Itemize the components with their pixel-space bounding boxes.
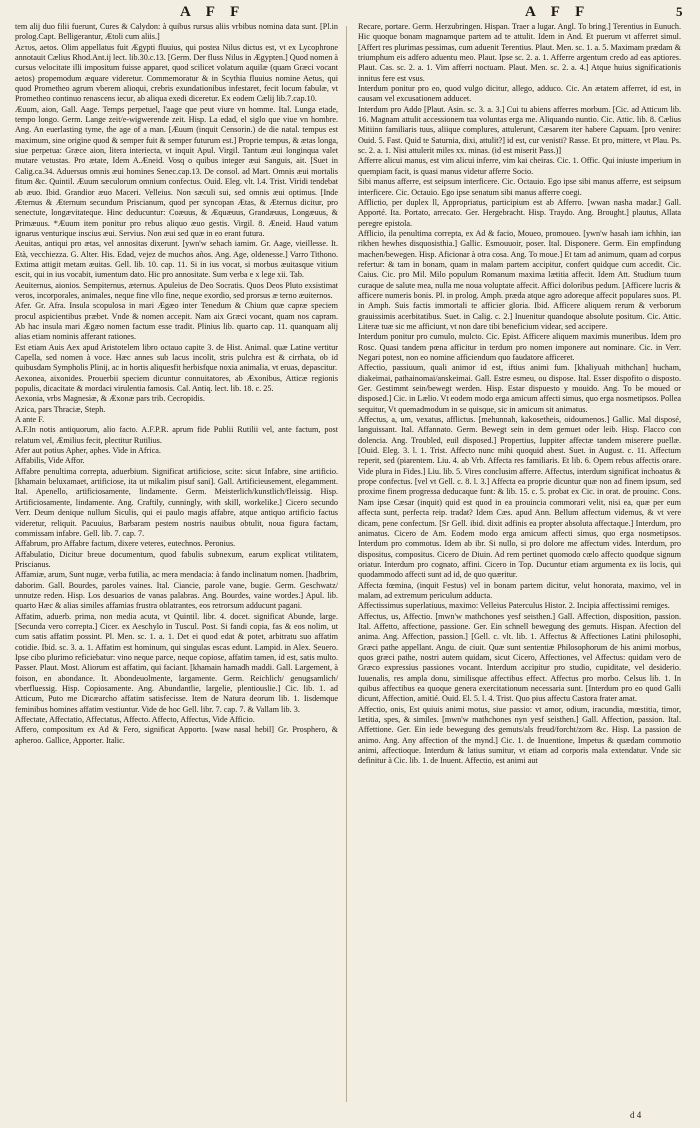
entry-paragraph: Afflicio, ila penultima correpta, ex Ad & facio, Moueo, promoueo. [ywn'w hasah iam ichhin, ian rikhen hewhes disquosisthia.] Gallic. Esmouuoir, poser. Ital. Disponere. Germ. Ein empfindung machen/bewegen. Hisp. Aficionar à otra cosa. Ang. To moue.] Et tam ad animum, quam ad corpus refertur: & tam in bonam, quam in malam partem accipitur, confert quidque cum accedit. Cic. Caius. Cic. pro Mil. Milo populum Romanum maxima lætitia affecit. Idem Att. Studium tuum curaque de salute mea, nulla me noua voluptate affecit. Affici doloribus pedum. [Afficere lucris & afficere numeris bonis. Pl. in prolog. Amph. præda atque agro adoreque affecit populares suos. Pl. in Amph. Suis factis immortali te afficier gloria. Ibid. Afficere aliquem rerum & verborum grauissimis acerbitatibus. Suet. in Calig. c. 2.] Inuenitur quandoque absolute positum. Cic. Attic. Literæ tuæ sic me afficiunt, vt non dare tibi beneficium videar, sed accipere. — [358, 228, 681, 331]
right-column — [358, 22, 681, 1104]
entry-paragraph: Affectio, onis, Est quiuis animi motus, siue passio: vt amor, odium, iracundia, mœstitia, timor, lætitia, spes, & similes. [mwn'w mathchones nyn yesf seisthen.] Gall. Affection, passion. Ital. Affettione. Ger. Ein iede bewegung des gemuts/als freud/forcht/zorn &c. Hisp. La passion de animo. Ang. Any affection of the mynd.] Cic. 1. de Inuentione, Impetus & quædam commotio animi, affectioque. Interdum & latius sumitur, vt etiam ad corporis mala extendatur. Vnde sic definitur à Cic. lib. 1. de Inuent. Affectio, est animi aut — [358, 704, 681, 766]
entry-paragraph: Afflictio, per duplex ll, Appropriatus, participium est ab Afferro. [wwan nasha madar.] Gall. Apporté. Ita. Portato, arrecato. Ger. Hergebracht. Hisp. Traydo. Ang. Brought.] plautus, Allata peregre epistola. — [358, 197, 681, 228]
running-header — [0, 4, 700, 24]
entry-paragraph: Affero, compositum ex Ad & Fero, significat Apporto. [waw nasal hebil] Gr. Prosphero, & apheroo. Gallice, Apporter. Italic. — [15, 725, 338, 745]
entry-paragraph: Affamiæ, arum, Sunt nugæ, verba futilia, ac mera mendacia: à fando inclinatum nomen. [hadbrim, daborim. Gall. Bourdes, paroles vaines. Ital. Ciancie, parole vane, bugie. Germ. Geschwatz/ unnutze reden. Hisp. Los desuarios de vanas palabras. Ang. Bourdes, vaine wordes.] Apul. lib. quarto Hæc & alias similes affamias frustra oblatrantes, eos retrorsum adducunt pagani. — [15, 570, 338, 611]
entry-paragraph: Interdum pro Addo [Plaut. Asin. sc. 3. a. 3.] Cui tu abiens afferres morbum. [Cic. ad Atticum lib. 16. Magnam attulit accessionem tua voluntas erga me. Aliquando nuntio. Cic. Attic. lib. 8. Cælius Mitiinn familiaris tuus, aliique complures, attulerunt, Cæsarem iter habere Capuam. [pro venire: Ouid. 5. Fast. Quid te Saturnia, dixi, attulit?] id est, cur venisti? Rasse. Et pro, mittere, vt Plau. Ps. sc. 2. a. 1. Nisi attulerit miles xx. minas. (id est miserit Pass.)] — [358, 104, 681, 156]
entry-paragraph: Affabre penultima correpta, aduerbium. Significat artificiose, scite: sicut Infabre, sine artificio. [khamain beluxamaet, artificiose, ita ut mikalim pisuf sani]. Gall. Artificieusement, elegamment. Ital. Apenello, artificiosamente, lindamente. Germ. Meisterlich/kunstlich/fleissig. Hisp. Artificiosamente, lindamente. Ang. Craftily, cunningly, with skill, workelike.] Cicero secundo Verr. Deum denique nullum Siculis, qui ei paulo magis affabre, atque antiquo artificio factus videretur, reliquit. Pacuuius, Barbaram pestem nostris nauibus obtulit, noua figura factam, commissam infabre. Gell. lib. 7. cap. 7. — [15, 466, 338, 538]
entry-paragraph: Affabulatio, Dicitur breue documentum, quod fabulis subnexum, earum explicat vtilitatem, Priscianus. — [15, 549, 338, 569]
entry-paragraph: Affabilis, Vide Affor. — [15, 456, 85, 466]
page-number: 5 — [676, 4, 683, 19]
entry-paragraph: A ante F. — [15, 415, 45, 425]
entry-paragraph: Sibi manus afferre, est seipsum interficere. Cic. Octauio. Ego ipse sibi manus afferre, est seipsum interficere. Cic. Octauio. Ego ipse senatum sibi manus afferre coegi. — [358, 177, 681, 197]
entry-paragraph: A.F.In notis antiquorum, alio facto. A.F.P.R. aprum fide Publii Rutilii vel, ante factum, post relatum vel, Æmilius fecit, plectitur Rutilius. — [15, 425, 338, 445]
entry-paragraph: Affectio, passiuum, quali animor id est, iftius animi fum. [khaliyuah mithchan] hucham, diakeimai, pathainomai/anskeimai. Gall. Estre esmeu, ou dispose. Ital. Esser dispofito o disposto. Ger. Gestimmt sein/bewegt werden. Hisp. Estar dispuesto y mouido. Ang. To be moued or disposed.] Cic. in Lælio. Vt eodem modo erga amicum affecti simus, quo erga nosmetipsos. Pollea sequitur, Vt quemadmodum in se quisque, sic in amicum sit animatus. — [358, 363, 681, 414]
entry-paragraph: Recare, portare. Germ. Herzubringen. Hispan. Traer a lugar. Angl. To bring.] Terentius in Eunuch. Hic quoque bonam magnamque partem ad te attulit. Idem in And. Et puerum vt afferret simul. [Affert res plurimas pessimas, cum aduenit Terentius. Plaut. Men. sc. 1. a. 5. Maximam prædam & triumphum eis adfero aduentu meo. Plaut. Ipse sc. 2. a. 1. Afferre argentum credo ad eas aptiores. Plaut. Cas. sc. 2. a. 1. Vim afferri noctuam. Plaut. Men. sc. 2. a. 4.] Atque huius significationis innitus fere est vsus. — [358, 22, 681, 83]
entry-paragraph: Afferre alicui manus, est vim alicui inferre, vim kai cheiras. Cic. 1. Offic. Qui iniuste imperium in quempiam facit, is quasi manus videtur afferre Socio. — [358, 156, 681, 176]
entry-paragraph: Affecta fœmina, (inquit Festus) vel in bonam partem dicitur, velut honorata, maximo, vel in malam, ad extremum periculum adducta. — [358, 580, 681, 600]
entry-paragraph: Aexonea, aixonides. Prouerbii speciem dicuntur connuitatores, ab Æxonibus, Atticæ regionis populis, dicacitate & mordaci virulentia famosis. Cal. Antiq. lect. lib. 18. c. 25. — [15, 373, 338, 394]
entry-paragraph: Azica, pars Thraciæ, Steph. — [15, 404, 106, 414]
entry-paragraph: Æuum, aion, Gall. Aage. Temps perpetuel, l'aage que peut viure vn homme. Ital. Lunga etade, tempo longo. Germ. Lange zeit/e-wigwerende zeit. Hisp. La edad, el siglo que viue vn hombre. Ang. An euerlasting tyme, the age of a man. [Æuum (inquit Censorin.) de die natal. tempus est maximum, sine origine quod & semper fuit & semper futurum est.] Proprie tempus, & ætas longa, siue perpetua: Græce aion, litera interiecta, vt inquit Apul. Virgil. Tantum æui longinqua valet mutare vetustas. Pro ætate, Idem A.Æneid. Vosq o quibus integer æui Sanguis, ait. [Suet in Calig.ca.34. Aduersus omnis æui homines Senec.cap.13. De consol. ad Mart. Omnis æui mortalis fitum &c. Quintil. Æuum sæculorum omnium confectus. Ouid. Eleg. vlt. l.4. Trist. Viridi tendebat ab æuo. Ibid. Grandior æuo Maceri. Velleius. Non sæculi sui, sed omnis æui optimus. [Inde Æternus & Æternum secundum Priscianum, quod per syncopan Ætas, & Æternus dicitur, pro senectute, longævitateque. Hinc deducuntur: Coæuus, & Æquæuus, Grandæuus, Longæuus, & Primæuus. *Æuum item ponitur pro rebus aliquo æuo gestis. Virgil. 8. Æneid. Haud vatum ignarus venturique inscius æui. Servius. Non æui sed quæ in eo erant futura. — [15, 104, 338, 238]
entry-paragraph: Interdum ponitur pro cumulo, mulcto. Cic. Epist. Afficere aliquem maximis muneribus. Idem pro Rosc. Quasi tandem pœna afficitur in terdum pro nomen imponere aut nominare. Cic. in Verr. Negari potest, non eo nomine afficiendum quo faudatore afficeret. — [358, 332, 681, 362]
entry-paragraph: Afer aut potius Apher, aphes. Vide in Africa. — [15, 446, 161, 456]
entry-paragraph: Affabrum, pro Affabre factum, dixere veteres, eutechnos. Peronius. — [15, 539, 236, 549]
entry-paragraph: Aeuitas, antiqui pro ætas, vel annositas dixerunt. [ywn'w sehach iamim. Gr. Aage, vieillesse. It. Età, vecchiezza. G. Alter. His. Edad, vejez de muchos años. Ang. Age, oldenesse.] Varro Tithono. Extima attigit metam æuitas. Gell. lib. 10. cap. 11. Si in ius vocat, si morbus æuitasque vitium escit, qui in ius vocabit, iumentum dato. Hic pro annositate. Sum verba e x lege xii. Tab. — [15, 239, 338, 280]
header-right: A F F — [525, 4, 591, 20]
entry-paragraph: Affectus, a, um, vexatus, afflictus. [mehunnah, kakosetheis, oidoumenos.] Gallic. Mal disposé, languissant. Ital. Affannato. Germ. Bewegt sein in dem gemuet oder leib. Hisp. Flacco con dolencia. Ang. Troubled, euil disposed.] Propertius, Iuppiter affectæ tandem miserere puellæ. [Ouid. Eleg. 3. l. 1. Trist. Affecto nunc mihi quoquid abest. Suet. in August. c. 11. Affectum reperit, sed (piarentem. Liu. 4. ab Vrb. Affecta res familiaris. Et lib. 6. Opem rebus affectis orare. Vide plura in Fides.] Liu. lib. 5. Vires conclusim afferre. Affectus, interdum significat inchoatus & prope confectus. [vel vt Gell. c. 8. l. 3.] Affecta ea proprie dicuntur quæ non ad finem ipsum, sed proxime finem progressa deducaque funt: & lib. 15. c. 5. probat ex Cic. in orat. de prouinc. Cons. Nam ipse Cæsar (inquit) quid est quod in ea prouincia commorari velit, nisi ea, quæ per eum affecta sunt, perfecta reip. tradat? Idem Cæs. apud Ann. Bellum affectum videmus, & vt vere dicam, pene confectum. [Sr Gell. ibid. dixit adfinis ea propter absoluta affectaque.] Interdum, pro animatus. Cicero de Am. Eodem modo erga amicum affecti simus, quo erga nosmetipsos. Interdum pro commotus. Idem ab ibr. Si nullo, si pro dolore me affectum vides. Interdum, pro dispositus, compositus. Cicero de Diuin. Ad rem pertinet quomodo cœlo affecto quodque signum oriatur. Interdum pro cognato, affini. Cicero in Top. Ducuntur etiam argumenta ex iis locis, qui quodammodo affecti sunt ad id, de quo quæritur. — [358, 415, 681, 580]
signature-mark: d 4 — [630, 1110, 642, 1120]
entry-paragraph: Interdum ponitur pro eo, quod vulgo dicitur, allego, adduco. Cic. An ætatem afferret, id est, in causam vel excusationem adducet. — [358, 84, 681, 104]
left-column — [15, 22, 338, 1104]
header-left: A F F — [180, 4, 246, 20]
entry-paragraph: Affectate, Affectatio, Affectatus, Affecto. Affecto, Affectus, Vide Afficio. — [15, 715, 255, 725]
entry-paragraph: Aeuiternus, aionios. Sempiternus, æternus. Apuleius de Deo Socratis. Quos Deos Pluto exsistimat veros, incorporales, animales, neque fine vllo fine, neque exordio, sed prorsus æ terno æuiternos. — [15, 280, 338, 300]
entry-paragraph: Affatim, aduerb. prima, non media acuta, vt Quintil. libr. 4. docet. significat Abunde, large. [Secunda vero correpta.] Cicer. ex Aeschylo in Tuscul. Post. Si fandi copia, fas & eos nolim, ut cum satis affatim possint. Pl. Men. sc. 1. a. 1. Det ei quod edat & potet, arbitratu suo affatim cotidie. Ibid. sc. 3. a. 1. Affatim est hominum, qui singulas escas edunt. Lampid. in Alex. Seuero. Ipse cibo plurimo reficiebatur: vino neque parce, neque copiose, affatim tamen, id est, satis multo. Passer. Plaut. Most. Aliorum est affatim, qui faciant. [khamain hamadh maddi. Gall. Largement, à foison, en abondance. It. Abondeuolmente, largamente. Germ. Reichlich/ genugsamlich/ vberfluessig. Hisp. Copiosamente. Ang. Abundantlie, largelie, plentiouslie.] Cic. lib. 1. ad Atticum, Puto me Dicæarcho affatim satisfecisse. Item de Natura deorum lib. 1. Iisdemque feminibus homines affatim vestiuntur. Vide de hoc Gell. libr. 7. cap. 7. & Vallam lib. 3. — [15, 611, 338, 714]
entry-paragraph: Est etiam Auis Aex apud Aristotelem libro octauo capite 3. de Hist. Animal. quæ Latine vertitur Capella, sed nomen à voce. Hæc annes sub lacus incolit, stris pulchra est & cirrhata, ob id quibusdam Sympholis Plinij, ac in hortis aliquesfit herbisfque noxia animalia, vt eruas, depascitur. — [15, 342, 338, 373]
column-divider — [346, 26, 347, 1102]
entry-paragraph: Aετυs, aetos. Olim appellatus fuit Ægypti fluuius, qui postea Nilus dictus est, vt ex Lycophrone annotauit Cælius Rhod.Ant.ij lect. lib.30.c.13. [Germ. Der fluss Nilus in Ægypten.] Quod nomen à cursus velocitate illi impositum fuisse apparet, quod scilicet volatum aquilæ (quam Græci vocant aetos) propemodum æquare videretur. Commemoratur & in Scythia fluuius nomine Aetus, qui quod Prometheo agrum vberem alioqui, crebris exundationibus infestaret, fecit locum fabulæ, vt Prometheo continuo renascens iecur, ab aliqua exedi diceretur. Ex eodem Cælij lib.7.cap.10. — [15, 42, 338, 104]
entry-paragraph: Affectus, us, Affectio. [mwn'w mathchones yesf seisthen.] Gall. Affection, disposition, passion. Ital. Affetto, affectione, passione. Ger. Ein schnell bewegung des gemuts. Hispan. Afection del anima. Ang. Affection, passion.] [Gell. c. vlt. lib. 1. Affectus & Affectiones Latini philosophi, Græci pathe appellant. Angu. de ciuit. Quæ sunt sententiæ Philosophorum de his animi morbus, quos græci pathe, nostri autem quidam, sicut Cicero, Affectiones, vel Affectus: quidam vero de Græco expressius passiones vocant. Interdum accipitur pro studio, cupiditate, vel desiderio. Iuuenalis, res ampla donu, similisque affectibus effect. Affectus pro morbo. Celsus lib. 1. In quibus affectibus ea quoque genera exercitationum necessaria sunt. [Interdum pro eo quod Galli dicunt, Affection, amitié. Ouid. El. 5. l. 4. Trist. Quo pius affectu Castora frater amat. — [358, 611, 681, 704]
entry-paragraph: Afer. Gr. Afra. Insula scopulosa in mari Ægæo inter Tenedum & Chium quæ capræ speciem procul aspicientibus præbet. Vnde & nomen accepit. Nam aix Græci vocant, quam nos capram. Ab hac insula mari Ægæo nomen factum esse tradit. Plinius lib. quarto cap. 11. quanquam alij alias etiam nominis afferant rationes. — [15, 301, 338, 342]
entry-paragraph: Affectissimus superlatiuus, maximo: Velleius Paterculus Histor. 2. Incipia affectissimi remiges. — [358, 601, 670, 611]
entry-paragraph: Aexonia, vrbs Magnesiæ, & Æxonæ pars trib. Cecropidis. — [15, 394, 205, 404]
entry-paragraph: tem alij duo filii fuerunt, Cures & Calydon: à quibus rursus aliis vrbibus nomina data sunt. [Pl.in prolog.Capt. Belligerantur, Ætoli cum aliis.] — [15, 22, 338, 42]
